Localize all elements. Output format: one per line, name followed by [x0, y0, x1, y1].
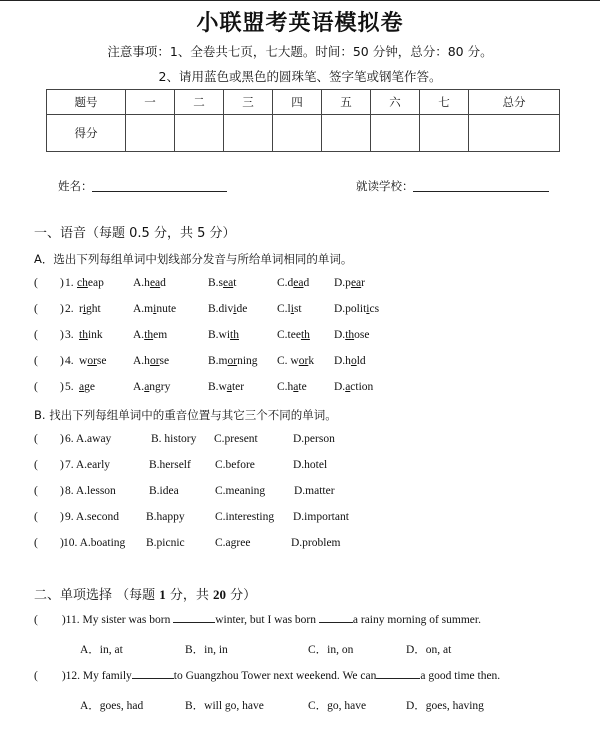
score-cell[interactable] [322, 115, 371, 152]
answer-paren[interactable] [34, 277, 38, 289]
header-cell: 五 [322, 90, 371, 115]
option-a[interactable]: 9. A.second [65, 511, 119, 523]
q12-option-a[interactable]: A．goes, had [80, 700, 144, 712]
word-part: C. w [277, 355, 299, 367]
underlined-letters: th [79, 329, 88, 341]
given-word [79, 329, 103, 341]
underlined-letters: a [345, 381, 351, 393]
answer-paren-close: ) [60, 355, 64, 367]
score-cell[interactable] [371, 115, 420, 152]
q11-option-a[interactable]: A．in, at [80, 644, 123, 656]
answer-paren: ( [34, 614, 38, 626]
item-number: 2. [65, 303, 74, 315]
part-b-instruction: B. 找出下列每组单词中的重音位置与其它三个不同的单词。 [34, 408, 337, 422]
word-part: ning [237, 355, 258, 367]
question-text: )12. My family [61, 670, 132, 682]
header-cell: 三 [224, 90, 273, 115]
underlined-letters: or [149, 355, 160, 367]
answer-paren-close: ) [60, 303, 64, 315]
word-part: ter [231, 381, 245, 393]
word-part: cs [369, 303, 380, 315]
section2-points-each: 1 [159, 587, 166, 602]
option-a[interactable]: 10. A.boating [63, 537, 126, 549]
section2-heading [34, 584, 256, 603]
option-c[interactable] [277, 303, 302, 315]
underlined-letters: or [298, 355, 309, 367]
answer-paren-close: ) [60, 329, 64, 341]
option-c[interactable] [277, 329, 310, 341]
option-d[interactable] [334, 277, 365, 289]
item-number: 4. [65, 355, 74, 367]
header-cell: 四 [273, 90, 322, 115]
underlined-letters: a [79, 381, 85, 393]
given-word [79, 381, 95, 393]
word-part: ngry [149, 381, 171, 393]
answer-paren[interactable] [34, 355, 38, 367]
word-part: D. [334, 381, 346, 393]
word-part: A.h [133, 355, 150, 367]
word-part: d [160, 277, 166, 289]
underlined-letters: i [233, 303, 237, 315]
fill-blank[interactable] [319, 612, 353, 623]
word-part: D.polit [334, 303, 367, 315]
word-part: A. [133, 329, 145, 341]
answer-paren: ( [34, 670, 38, 682]
answer-paren-close: ) [60, 277, 64, 289]
option-c[interactable] [277, 277, 309, 289]
answer-paren-open[interactable]: ( [34, 485, 38, 497]
option-d[interactable]: D.matter [294, 485, 335, 497]
word-part: em [153, 329, 168, 341]
q11-option-b[interactable]: B．in, in [185, 644, 228, 656]
underlined-letters: a [293, 381, 299, 393]
answer-paren-open: ( [34, 329, 38, 341]
option-a[interactable] [133, 381, 170, 393]
score-cell[interactable] [420, 115, 469, 152]
score-table [46, 89, 560, 152]
answer-paren-close: ) [60, 511, 64, 523]
option-a[interactable] [133, 355, 169, 367]
underlined-letters: i [82, 303, 87, 315]
q12-option-b[interactable]: B．will go, have [185, 700, 264, 712]
answer-paren-close: ) [60, 381, 64, 393]
word-part: nute [156, 303, 177, 315]
word-part: B.s [208, 277, 224, 289]
option-b[interactable] [208, 303, 247, 315]
score-cell[interactable] [126, 115, 175, 152]
answer-paren-open: ( [34, 277, 38, 289]
header-cell: 一 [126, 90, 175, 115]
answer-paren-open: ( [34, 381, 38, 393]
answer-paren-open[interactable]: ( [34, 537, 38, 549]
underlined-letters: th [230, 329, 239, 341]
section1-heading: 一、语音（每题 0.5 分，共 5 分） [34, 226, 236, 241]
underlined-letters: or [87, 355, 97, 367]
option-b[interactable]: B.picnic [146, 537, 185, 549]
word-part: st [293, 303, 302, 315]
q11-option-d[interactable]: D．on, at [406, 644, 452, 656]
header-cell: 七 [420, 90, 469, 115]
answer-paren-open: ( [34, 303, 38, 315]
option-c[interactable]: C.present [214, 433, 258, 445]
option-d[interactable]: D.important [293, 511, 349, 523]
word-part: r [79, 303, 83, 315]
option-d[interactable]: D.hotel [293, 459, 328, 471]
underlined-letters: ea [223, 277, 234, 289]
option-d[interactable]: D.problem [291, 537, 341, 549]
score-cell[interactable] [175, 115, 224, 152]
word-part: C.h [277, 381, 294, 393]
answer-paren[interactable] [34, 381, 38, 393]
underlined-letters: th [345, 329, 355, 341]
fill-blank[interactable] [376, 668, 420, 679]
underlined-letters: ea [293, 277, 304, 289]
option-c[interactable]: C.before [215, 459, 255, 471]
underlined-letters: i [366, 303, 370, 315]
word-part: r [361, 277, 365, 289]
option-d[interactable] [334, 381, 373, 393]
word-part: B.div [208, 303, 234, 315]
question-text: a good time then. [420, 670, 501, 682]
word-part: ld [356, 355, 366, 367]
score-cell[interactable] [224, 115, 273, 152]
school-label: 就读学校： [356, 179, 414, 193]
answer-paren-open[interactable]: ( [34, 433, 38, 445]
item-number: 5. [65, 381, 74, 393]
option-b[interactable]: B.herself [149, 459, 191, 471]
answer-paren-close: ) [60, 537, 64, 549]
underlined-letters: th [144, 329, 154, 341]
header-cell: 六 [371, 90, 420, 115]
option-b[interactable]: B. history [151, 433, 197, 445]
underlined-letters: ea [350, 277, 362, 289]
word-part: se [159, 355, 170, 367]
word-part: C.tee [277, 329, 301, 341]
fill-blank[interactable] [173, 612, 215, 623]
underlined-letters: o [350, 355, 357, 367]
word-part: A. [133, 381, 145, 393]
option-d[interactable] [334, 303, 379, 315]
underlined-letters: i [153, 303, 157, 315]
row-label-score: 得分 [47, 115, 126, 152]
underlined-letters: ea [149, 277, 161, 289]
word-part: eap [87, 277, 104, 289]
option-c[interactable]: C.interesting [215, 511, 275, 523]
option-c[interactable]: C.meaning [215, 485, 266, 497]
item-number: 1. [65, 277, 74, 289]
notice-line-1: 注意事项：1、全卷共七页，七大题。时间：50 分钟，总分：80 分。 [107, 44, 493, 59]
name-label: 姓名： [58, 179, 93, 193]
word-part: B.wi [208, 329, 231, 341]
answer-paren[interactable] [34, 303, 38, 315]
word-part: w [79, 355, 88, 367]
question-text: to Guangzhou Tower next weekend. We can [173, 670, 377, 682]
score-cell[interactable] [273, 115, 322, 152]
answer-paren-close: ) [60, 433, 64, 445]
score-table-header-row [47, 90, 560, 115]
word-part: ght [86, 303, 101, 315]
given-word [79, 303, 101, 315]
option-b[interactable] [208, 355, 258, 367]
answer-paren-close: ) [60, 459, 64, 471]
fill-blank[interactable] [132, 668, 174, 679]
underlined-letters: or [227, 355, 238, 367]
word-part: t [233, 277, 237, 289]
option-a[interactable] [133, 329, 167, 341]
option-a[interactable]: 6. A.away [65, 433, 112, 445]
top-rule [0, 0, 600, 1]
word-part: A.h [133, 277, 150, 289]
underlined-letters: ch [77, 277, 88, 289]
option-c[interactable]: C.agree [215, 537, 251, 549]
word-part: ose [354, 329, 370, 341]
answer-paren-open[interactable]: ( [34, 511, 38, 523]
word-part: se [96, 355, 107, 367]
header-cell: 二 [175, 90, 224, 115]
word-part: de [236, 303, 248, 315]
q12-option-d[interactable]: D．goes, having [406, 700, 484, 712]
underlined-letters: th [300, 329, 310, 341]
section2-heading-text: 分） [226, 588, 257, 603]
option-b[interactable] [208, 329, 239, 341]
section2-heading-text: 分，共 [165, 588, 214, 603]
answer-paren-open[interactable]: ( [34, 459, 38, 471]
answer-paren[interactable] [34, 329, 38, 341]
word-part: ink [87, 329, 103, 341]
item-number: 3. [65, 329, 74, 341]
option-c[interactable] [277, 355, 314, 367]
q11-option-c[interactable]: C．in, on [308, 644, 354, 656]
question-11 [34, 612, 481, 626]
option-b[interactable]: B.happy [146, 511, 185, 523]
option-a[interactable] [133, 277, 166, 289]
given-word [77, 277, 104, 289]
word-part: D.h [334, 355, 351, 367]
name-field[interactable] [92, 191, 227, 192]
option-d[interactable]: D.person [293, 433, 335, 445]
word-part: C.l [277, 303, 291, 315]
question-text: a rainy morning of summer. [352, 614, 481, 626]
underlined-letters: i [290, 303, 294, 315]
word-part: D.p [334, 277, 351, 289]
option-c[interactable] [277, 381, 307, 393]
question-12 [34, 668, 500, 682]
word-part: B.w [208, 381, 227, 393]
header-cell: 总分 [469, 90, 560, 115]
part-a-instruction: A．选出下列每组单词中划线部分发音与所给单词相同的单词。 [34, 252, 353, 266]
question-text: )11. My sister was born [61, 614, 174, 626]
notice-line-2: 2、请用蓝色或黑色的圆珠笔、签字笔或钢笔作答。 [158, 69, 442, 84]
given-word [79, 355, 107, 367]
question-text: winter, but I was born [215, 614, 319, 626]
option-b[interactable] [208, 381, 244, 393]
word-part: d [303, 277, 310, 289]
option-b[interactable]: B.idea [149, 485, 179, 497]
option-a[interactable]: 8. A.lesson [65, 485, 116, 497]
answer-paren-close: ) [60, 485, 64, 497]
word-part: te [298, 381, 307, 393]
option-a[interactable] [133, 303, 176, 315]
header-cell: 题号 [47, 90, 126, 115]
underlined-letters: a [144, 381, 150, 393]
section2-heading-text: 二、单项选择 （每题 [34, 588, 160, 603]
score-table-score-row [47, 115, 560, 152]
option-b[interactable] [208, 277, 236, 289]
q12-option-c[interactable]: C．go, have [308, 700, 367, 712]
page-title: 小联盟考英语模拟卷 [196, 11, 404, 36]
option-a[interactable]: 7. A.early [65, 459, 111, 471]
word-part: ction [350, 381, 374, 393]
word-part: D. [334, 329, 346, 341]
word-part: k [308, 355, 315, 367]
word-part: A.m [133, 303, 154, 315]
section2-points-total: 20 [213, 587, 227, 602]
word-part: B.m [208, 355, 228, 367]
word-part: C.d [277, 277, 294, 289]
word-part: ge [84, 381, 95, 393]
underlined-letters: a [226, 381, 232, 393]
school-field[interactable] [413, 191, 549, 192]
answer-paren-open: ( [34, 355, 38, 367]
option-d[interactable] [334, 355, 366, 367]
score-cell[interactable] [469, 115, 560, 152]
option-d[interactable] [334, 329, 369, 341]
